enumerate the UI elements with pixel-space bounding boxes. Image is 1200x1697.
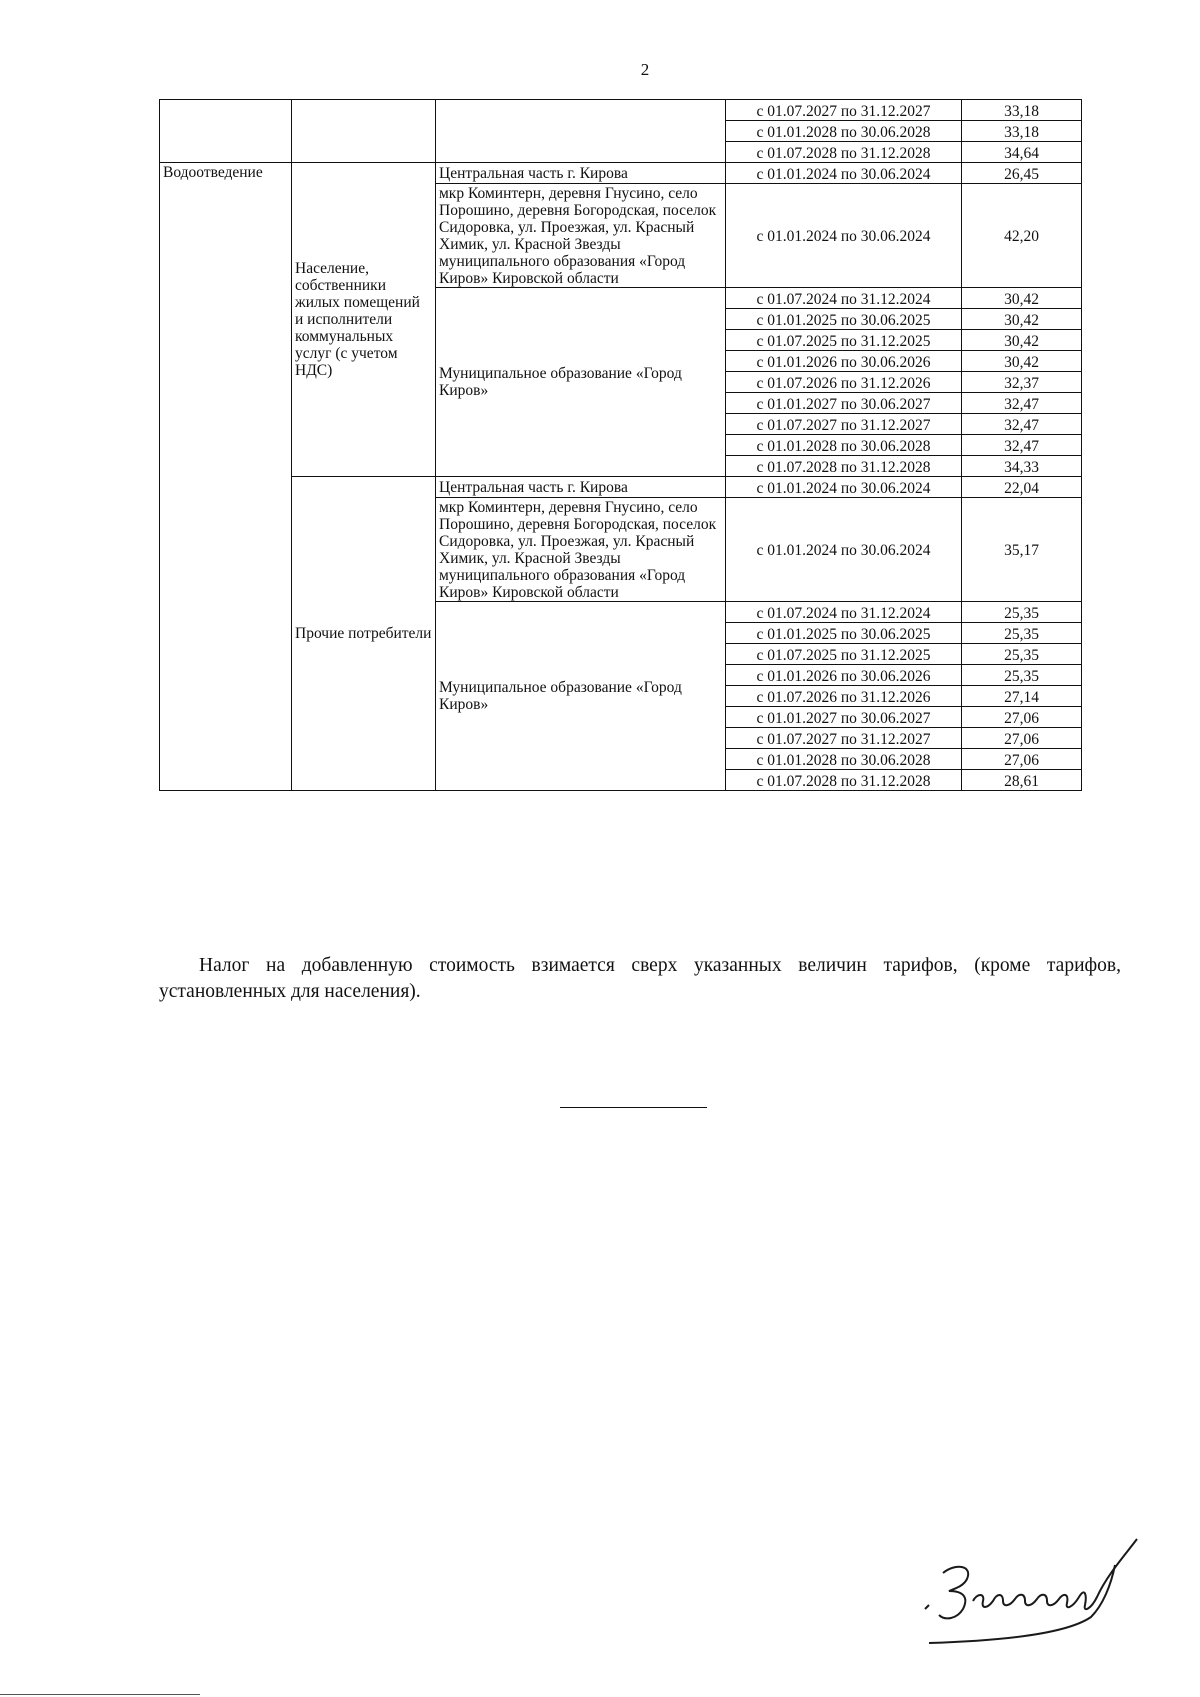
end-rule [560,1107,707,1108]
period-cell: с 01.01.2027 по 30.06.2027 [726,707,962,728]
consumer-cell: Прочие потребители [292,477,436,791]
tariff-value-cell: 32,47 [962,414,1082,435]
period-cell: с 01.01.2028 по 30.06.2028 [726,749,962,770]
area-cell: Центральная часть г. Кирова [436,477,726,498]
tariff-value-cell: 32,47 [962,393,1082,414]
period-cell: с 01.07.2028 по 31.12.2028 [726,456,962,477]
tariff-value-cell: 30,42 [962,351,1082,372]
period-cell: с 01.07.2027 по 31.12.2027 [726,414,962,435]
period-cell: с 01.07.2026 по 31.12.2026 [726,372,962,393]
vat-note: Налог на добавленную стоимость взимается сверх указанных величин тарифов, (кроме тарифов, установленных для населения). [159,954,1121,1002]
tariff-value-cell: 34,64 [962,142,1082,163]
period-cell: с 01.07.2024 по 31.12.2024 [726,602,962,623]
period-cell: с 01.01.2024 по 30.06.2024 [726,163,962,184]
service-cell-empty [160,100,292,163]
table-row [160,100,1082,121]
period-cell: с 01.07.2028 по 31.12.2028 [726,142,962,163]
period-cell: с 01.07.2025 по 31.12.2025 [726,330,962,351]
consumer-cell-empty [292,100,436,163]
area-cell-empty [436,100,726,163]
tariff-value-cell: 22,04 [962,477,1082,498]
period-cell: с 01.01.2025 по 30.06.2025 [726,309,962,330]
area-cell: мкр Коминтерн, деревня Гнусино, село Порошино, деревня Богородская, поселок Сидоровка, ул. Проезжая, ул. Красный Химик, ул. Красной Звезды муниципального образования «Город Киров» Кировской области [436,184,726,288]
area-cell: Муниципальное образование «Город Киров» [436,602,726,791]
service-cell: Водоотведение [160,163,292,791]
table-row [160,163,1082,184]
tariff-table [159,99,1082,791]
area-cell: Муниципальное образование «Город Киров» [436,288,726,477]
tariff-value-cell: 32,37 [962,372,1082,393]
period-cell: с 01.01.2026 по 30.06.2026 [726,351,962,372]
period-cell: с 01.07.2027 по 31.12.2027 [726,728,962,749]
period-cell: с 01.01.2027 по 30.06.2027 [726,393,962,414]
tariff-value-cell: 25,35 [962,665,1082,686]
consumer-cell: Население, собственники жилых помещений и исполнители коммунальных услуг (с учетом НДС) [292,163,436,477]
period-cell: с 01.07.2027 по 31.12.2027 [726,100,962,121]
tariff-value-cell: 30,42 [962,330,1082,351]
tariff-value-cell: 30,42 [962,288,1082,309]
bottom-rule [0,1694,200,1695]
table-row [160,477,1082,498]
area-cell: мкр Коминтерн, деревня Гнусино, село Порошино, деревня Богородская, поселок Сидоровка, ул. Проезжая, ул. Красный Химик, ул. Красной Звезды муниципального образования «Город Киров» Кировской области [436,498,726,602]
period-cell: с 01.01.2025 по 30.06.2025 [726,623,962,644]
tariff-table-body [160,100,1082,791]
tariff-value-cell: 33,18 [962,121,1082,142]
period-cell: с 01.01.2026 по 30.06.2026 [726,665,962,686]
tariff-value-cell: 28,61 [962,770,1082,791]
page-number: 2 [640,60,650,79]
area-cell: Центральная часть г. Кирова [436,163,726,184]
tariff-value-cell: 27,06 [962,707,1082,728]
tariff-value-cell: 35,17 [962,498,1082,602]
tariff-value-cell: 27,06 [962,749,1082,770]
period-cell: с 01.07.2028 по 31.12.2028 [726,770,962,791]
period-cell: с 01.07.2024 по 31.12.2024 [726,288,962,309]
period-cell: с 01.01.2024 по 30.06.2024 [726,184,962,288]
tariff-value-cell: 27,06 [962,728,1082,749]
tariff-value-cell: 33,18 [962,100,1082,121]
tariff-value-cell: 42,20 [962,184,1082,288]
period-cell: с 01.01.2024 по 30.06.2024 [726,498,962,602]
tariff-value-cell: 25,35 [962,602,1082,623]
tariff-value-cell: 25,35 [962,644,1082,665]
tariff-value-cell: 27,14 [962,686,1082,707]
tariff-value-cell: 26,45 [962,163,1082,184]
period-cell: с 01.01.2028 по 30.06.2028 [726,121,962,142]
signature-icon [915,1535,1175,1645]
tariff-value-cell: 34,33 [962,456,1082,477]
tariff-value-cell: 25,35 [962,623,1082,644]
tariff-value-cell: 30,42 [962,309,1082,330]
period-cell: с 01.07.2025 по 31.12.2025 [726,644,962,665]
tariff-value-cell: 32,47 [962,435,1082,456]
period-cell: с 01.01.2028 по 30.06.2028 [726,435,962,456]
period-cell: с 01.01.2024 по 30.06.2024 [726,477,962,498]
period-cell: с 01.07.2026 по 31.12.2026 [726,686,962,707]
